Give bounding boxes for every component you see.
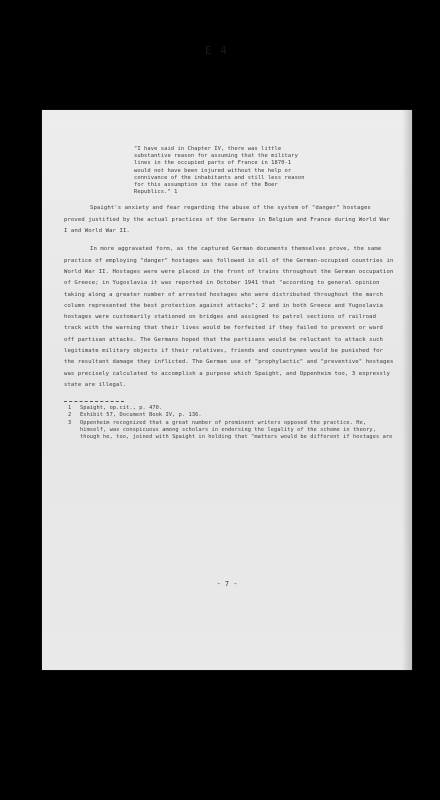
document-body [64,146,394,441]
paragraph-2: In more aggravated form, as the captured German documents themselves prove, the same practice of employing "danger" hostages was followed in all of the German-occupied countries in World War II. Hostages were were placed in the front of trains throughout the German occupation of Greece; in Yugoslavia it was reported in October 1941 that "according to general opinion taking along a greater number of arrested hostages who were distributed throughout the march column represented the best protection against attacks"; 2 and in both Greece and Yugoslavia hostages were customarily stationed on bridges and assigned to patrol sections of railroad track with the warning that their lives would be forfeited if they failed to prevent or ward off partisan attacks. The Germans hoped that the partisans would be reluctant to attack such legitimate military objects if their relatives, friends and countrymen would be punished for the resultant damage they inflicted. The German use of "prophylactic" and "preventive" hostages was precisely calculated to accomplish a purpose which Spaight, and Oppenheim too, 3 expressly state are illegal. [64,246,394,388]
footnote-number: 2 [68,412,72,419]
footnote-text: Oppenheim recognized that a great number of prominent writers opposed the practice. He, himself, was conspicuous among scholars in endorsing the legality of the scheme in theory, though he, too, joined with Spaight in holding that "matters would be different if hostages are [80,419,393,440]
footnote-text: Spaight, op.cit., p. 470. [80,405,163,412]
footnote-divider [64,401,124,402]
footnote-1 [68,405,394,412]
document-page [42,110,412,670]
footnote-3 [68,419,394,442]
footnote-text: Exhibit 57, Document Book IV, p. 136. [80,412,202,419]
paragraph-1: Spaight's anxiety and fear regarding the abuse of the system of "danger" hostages proved justified by the actual practices of the Germans in Belgium and France during World War I and World War II. [64,205,390,235]
block-quote: "I have said in Chapter IV, there was little substantive reason for assuming that the military lines in the occupied parts of France in 1870-1 would not have been injured without the help or connivance of the inhabitants and still less reason for this assumption in the case of the Boer Republics." 1 [134,146,305,196]
film-frame-label: E 4 [205,44,228,57]
footnote-number: 1 [68,405,72,412]
page-number: - 7 - [216,580,238,588]
footnote-2 [68,412,394,419]
footnote-number: 3 [68,419,72,426]
